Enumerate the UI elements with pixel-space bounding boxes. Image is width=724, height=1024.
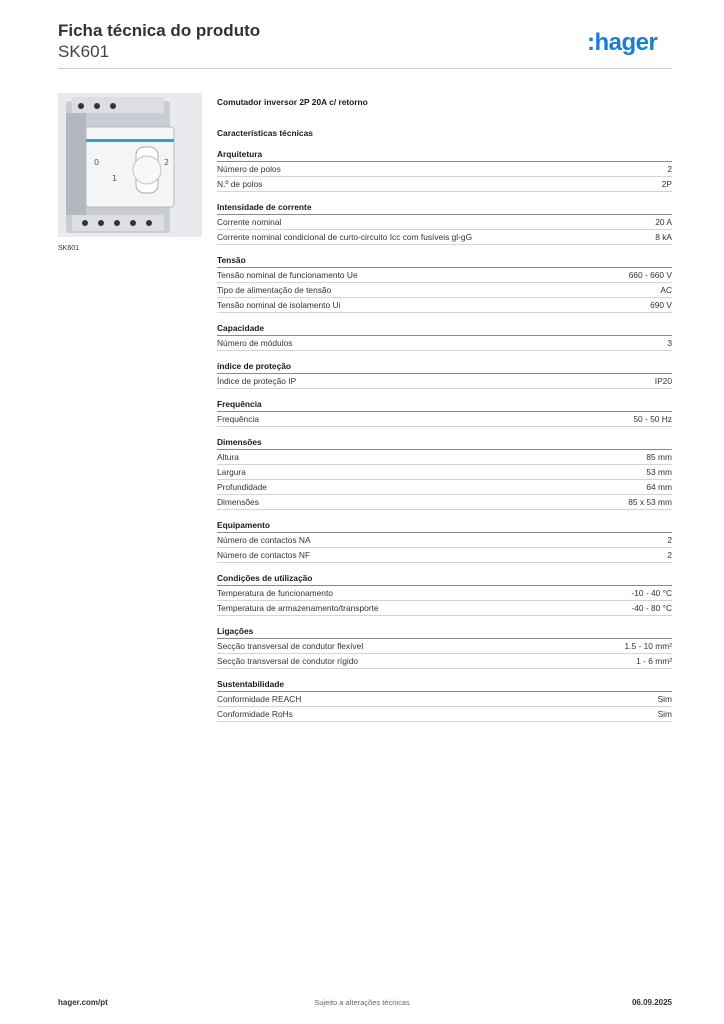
spec-row	[217, 639, 672, 654]
spec-section	[217, 520, 672, 563]
spec-value: 20 A	[655, 217, 672, 227]
characteristics-heading: Características técnicas	[217, 128, 313, 138]
spec-row	[217, 412, 672, 427]
spec-value: 50 - 50 Hz	[633, 414, 672, 424]
spec-section	[217, 626, 672, 669]
spec-label: Número de polos	[217, 164, 281, 174]
spec-value: 85 mm	[646, 452, 672, 462]
product-image	[58, 93, 202, 237]
section-title: Intensidade de corrente	[217, 202, 672, 215]
section-title: Equipamento	[217, 520, 672, 533]
section-title: Sustentabilidade	[217, 679, 672, 692]
spec-label: Frequência	[217, 414, 259, 424]
footer-note: Sujeito a alterações técnicas	[314, 998, 410, 1007]
spec-value: 8 kA	[655, 232, 672, 242]
spec-row	[217, 283, 672, 298]
spec-value: 2	[667, 535, 672, 545]
section-title: Tensão	[217, 255, 672, 268]
spec-label: Tensão nominal de funcionamento Ue	[217, 270, 358, 280]
spec-label: Tensão nominal de isolamento Ui	[217, 300, 341, 310]
spec-value: 85 x 53 mm	[628, 497, 672, 507]
spec-label: Temperatura de funcionamento	[217, 588, 333, 598]
spec-value: 1 - 6 mm²	[636, 656, 672, 666]
spec-section	[217, 361, 672, 389]
spec-value: Sim	[657, 709, 672, 719]
specifications	[217, 97, 672, 732]
footer-date: 06.09.2025	[631, 998, 672, 1007]
spec-section	[217, 202, 672, 245]
spec-row	[217, 177, 672, 192]
spec-row	[217, 336, 672, 351]
section-title: Ligações	[217, 626, 672, 639]
spec-label: Número de contactos NA	[217, 535, 311, 545]
spec-label: Corrente nominal condicional de curto-circuito Icc com fusíveis gl-gG	[217, 232, 473, 242]
spec-row	[217, 548, 672, 563]
spec-label: Tipo de alimentação de tensão	[217, 285, 332, 295]
spec-section	[217, 323, 672, 351]
header-divider	[58, 68, 672, 69]
spec-value: AC	[660, 285, 672, 295]
spec-value: 1.5 - 10 mm²	[624, 641, 672, 651]
image-caption: SK601	[58, 245, 80, 252]
spec-row	[217, 162, 672, 177]
spec-section	[217, 399, 672, 427]
spec-value: 3	[667, 338, 672, 348]
spec-row	[217, 465, 672, 480]
spec-label: Largura	[217, 467, 246, 477]
spec-sections	[217, 149, 672, 722]
spec-row	[217, 374, 672, 389]
hager-logo	[586, 28, 672, 58]
footer-url[interactable]: hager.com/pt	[58, 998, 108, 1007]
spec-row	[217, 533, 672, 548]
spec-value: 2	[667, 164, 672, 174]
svg-text:0: 0	[94, 158, 100, 167]
spec-section	[217, 679, 672, 722]
spec-value: -40 - 80 °C	[631, 603, 672, 613]
spec-row	[217, 230, 672, 245]
spec-row	[217, 215, 672, 230]
spec-row	[217, 495, 672, 510]
logo-text: :hager	[587, 29, 658, 56]
spec-label: Profundidade	[217, 482, 267, 492]
spec-row	[217, 601, 672, 616]
section-title: Frequência	[217, 399, 672, 412]
spec-value: 64 mm	[646, 482, 672, 492]
spec-section	[217, 437, 672, 510]
spec-label: Número de contactos NF	[217, 550, 311, 560]
section-title: índice de proteção	[217, 361, 672, 374]
spec-row	[217, 654, 672, 669]
spec-row	[217, 450, 672, 465]
spec-label: Temperatura de armazenamento/transporte	[217, 603, 379, 613]
document-title: Ficha técnica do produto	[58, 21, 261, 40]
spec-label: Índice de proteção IP	[217, 376, 297, 386]
spec-section	[217, 149, 672, 192]
spec-label: N.º de polos	[217, 179, 263, 189]
spec-section	[217, 573, 672, 616]
spec-label: Secção transversal de condutor rígido	[217, 656, 359, 666]
section-title: Condições de utilização	[217, 573, 672, 586]
svg-text:2: 2	[164, 158, 170, 167]
spec-label: Conformidade REACH	[217, 694, 302, 704]
spec-row	[217, 692, 672, 707]
spec-label: Número de módulos	[217, 338, 293, 348]
spec-value: 2P	[661, 179, 672, 189]
spec-row	[217, 480, 672, 495]
spec-label: Conformidade RoHs	[217, 709, 293, 719]
spec-value: 2	[667, 550, 672, 560]
spec-label: Secção transversal de condutor flexível	[217, 641, 364, 651]
spec-row	[217, 586, 672, 601]
section-title: Dimensões	[217, 437, 672, 450]
spec-value: Sim	[657, 694, 672, 704]
spec-row	[217, 707, 672, 722]
spec-label: Altura	[217, 452, 239, 462]
spec-label: Dimensões	[217, 497, 259, 507]
spec-value: 660 - 660 V	[628, 270, 672, 280]
spec-value: -10 - 40 °C	[631, 588, 672, 598]
page-header	[58, 20, 672, 70]
spec-value: 53 mm	[646, 467, 672, 477]
svg-text:1: 1	[112, 174, 118, 183]
product-description: Comutador inversor 2P 20A c/ retorno	[217, 97, 368, 107]
section-title: Arquitetura	[217, 149, 672, 162]
spec-section	[217, 255, 672, 313]
product-code: SK601	[58, 42, 110, 61]
spec-row	[217, 268, 672, 283]
spec-value: 690 V	[650, 300, 672, 310]
section-title: Capacidade	[217, 323, 672, 336]
spec-value: IP20	[654, 376, 672, 386]
spec-label: Corrente nominal	[217, 217, 282, 227]
spec-row	[217, 298, 672, 313]
